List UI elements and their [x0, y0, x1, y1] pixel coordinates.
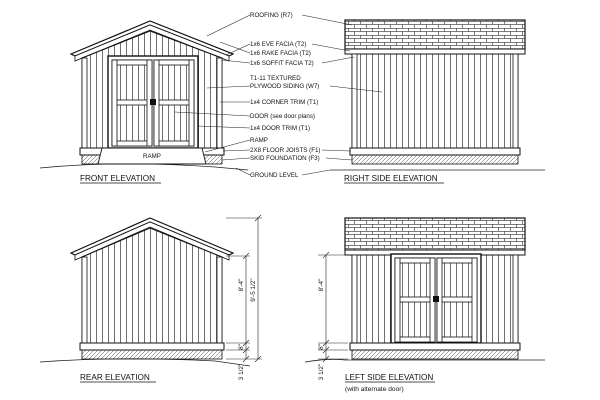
ramp-label: RAMP — [143, 153, 161, 160]
callout-floor-joists: 2X8 FLOOR JOISTS (F1) — [250, 147, 321, 154]
left-dim-floor: 8" — [318, 344, 325, 350]
callout-corner-trim: 1x4 CORNER TRIM (T1) — [250, 99, 319, 106]
rear-dim-total-height: 9'-5 1/2" — [250, 278, 257, 302]
rear-skid-foundation — [82, 350, 222, 359]
left-corner-trim-left — [352, 255, 357, 343]
callout-siding-line1: T1-11 TEXTURED — [250, 75, 301, 82]
callout-soffit-facia: 1x6 SOFFIT FACIA T2) — [250, 60, 314, 67]
right-corner-trim-right — [513, 54, 518, 148]
rear-dim-skid: 3 1/2" — [238, 363, 245, 381]
callout-door: DOOR (see door plans) — [250, 113, 315, 120]
left-skid-foundation — [352, 350, 518, 359]
right-elevation-title: RIGHT SIDE ELEVATION — [344, 174, 438, 183]
callout-labels — [250, 12, 320, 179]
front-door-left-leaf — [112, 60, 153, 146]
front-door-right-leaf — [153, 60, 194, 146]
left-floor-joist-band — [350, 343, 520, 350]
right-roof-shingles — [345, 20, 525, 49]
callout-rake-facia: 1x6 RAKE FACIA (T2) — [250, 50, 311, 57]
left-elevation-note: (with alternate door) — [345, 386, 404, 393]
rear-dim-floor: 8" — [238, 344, 245, 350]
front-corner-trim-left — [82, 58, 87, 148]
left-dim-skid: 3 1/2" — [318, 363, 325, 381]
right-floor-joist-band — [350, 148, 520, 155]
left-elevation-title: LEFT SIDE ELEVATION — [345, 373, 434, 382]
front-corner-trim-right — [217, 58, 222, 148]
rear-dim-wall-height: 8'-4" — [238, 278, 245, 292]
callout-door-trim: 1x4 DOOR TRIM (T1) — [250, 125, 311, 132]
left-side-elevation — [305, 218, 545, 362]
rear-elevation — [40, 218, 250, 366]
left-roof-shingles — [345, 218, 525, 250]
right-corner-trim-left — [352, 54, 357, 148]
right-skid-foundation — [352, 155, 518, 164]
callout-siding-line2: PLYWOOD SIDING (W7) — [250, 83, 320, 90]
left-dim-wall-height: 8'-4" — [318, 278, 325, 292]
left-door-right-leaf — [436, 258, 477, 342]
rear-elevation-title: REAR ELEVATION — [80, 373, 150, 382]
left-corner-trim-right — [513, 255, 518, 343]
front-elevation-title: FRONT ELEVATION — [80, 174, 156, 183]
right-wall-siding — [352, 54, 518, 148]
rear-ground-line — [40, 359, 250, 366]
rear-corner-trim-right — [217, 257, 222, 343]
rear-floor-joist-band — [80, 343, 224, 350]
callout-skid-foundation: SKID FOUNDATION (F3) — [250, 155, 320, 162]
front-elevation — [40, 21, 248, 183]
front-ground-line — [40, 164, 248, 170]
left-ground-line — [305, 359, 545, 362]
callout-roofing: ROOFING (R7) — [250, 12, 293, 19]
right-side-elevation — [330, 20, 545, 183]
right-eve-facia — [345, 49, 525, 54]
left-door-left-leaf — [395, 258, 436, 342]
callout-ramp: RAMP — [250, 137, 268, 144]
rear-corner-trim-left — [82, 257, 87, 343]
callout-eve-facia: 1x6 EVE FACIA (T2) — [250, 41, 307, 48]
callout-ground-level: GROUND LEVEL — [250, 172, 299, 179]
